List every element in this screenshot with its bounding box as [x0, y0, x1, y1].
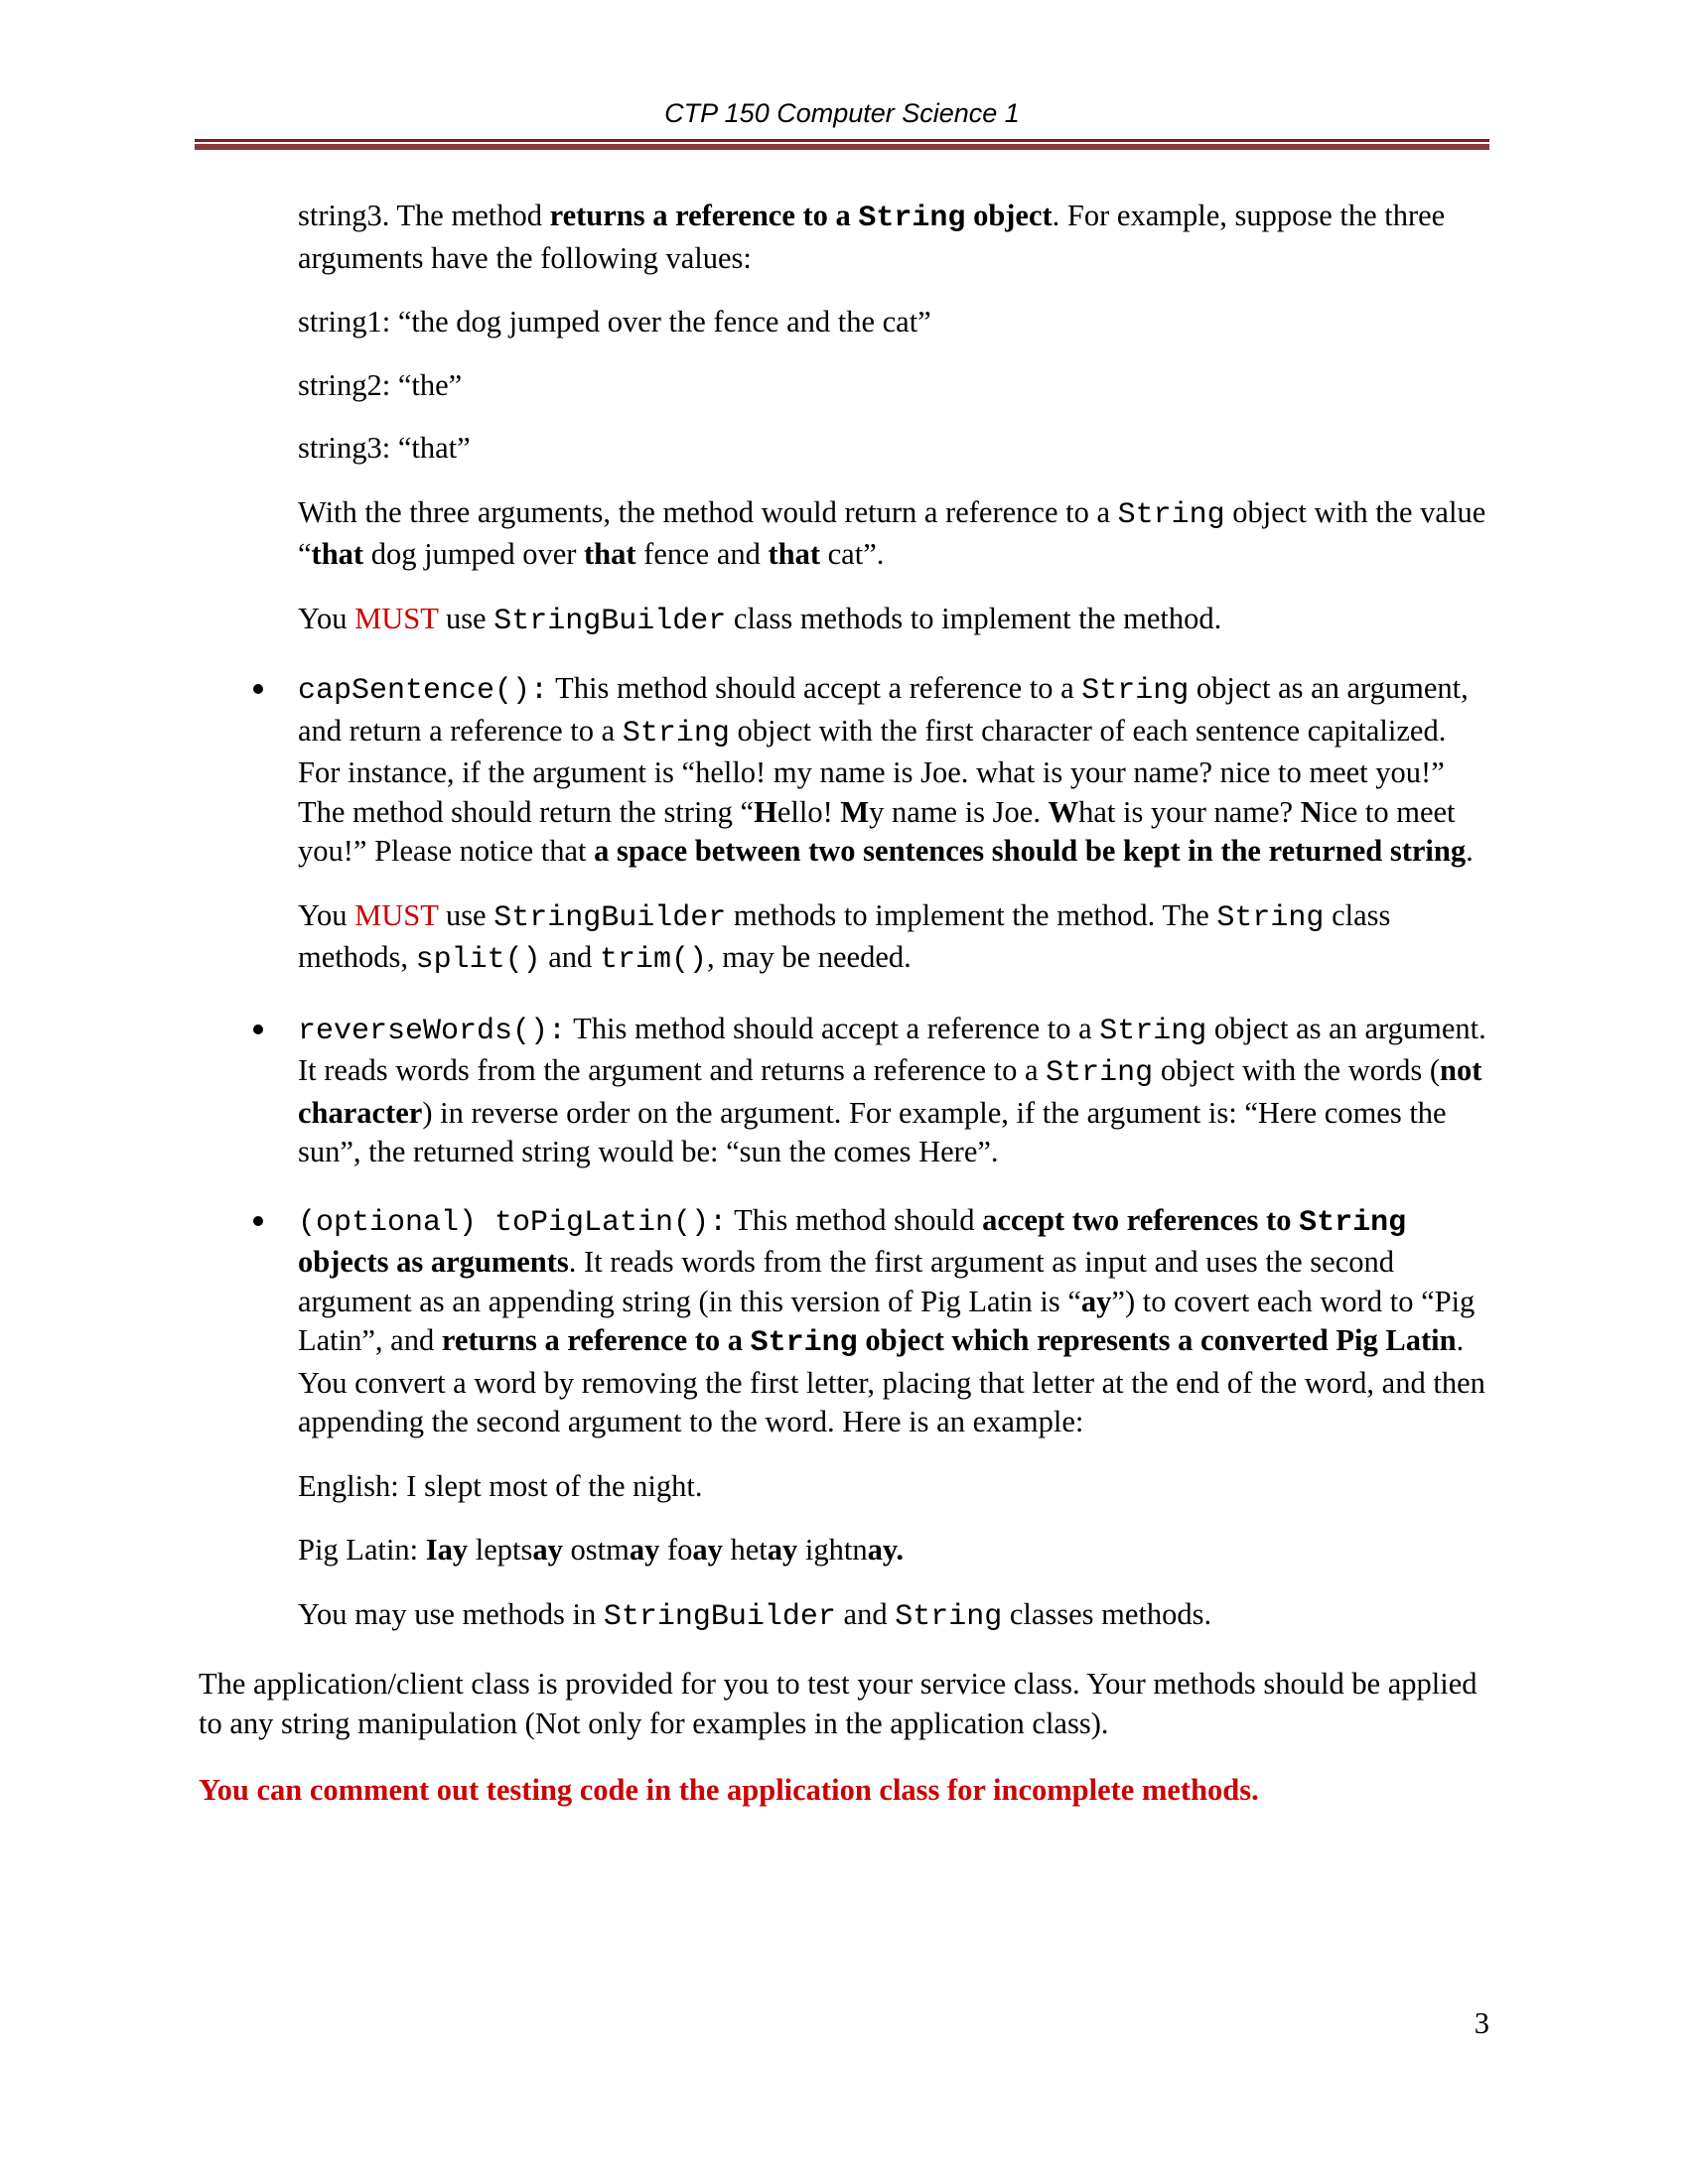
list-item-topiglatin [199, 1201, 1489, 1638]
must-use-note: You MUST use StringBuilder class methods to implement the method. [298, 601, 1222, 638]
example-string1: string1: “the dog jumped over the fence and the cat” [298, 305, 931, 339]
header-rule [195, 139, 1489, 150]
intro-paragraph: string3. The method returns a reference to a String object. For example, suppose the three arguments have the following values: [298, 199, 1446, 275]
warning-note: You can comment out testing code in the application class for incomplete methods. [199, 1773, 1259, 1807]
list-item-capsentence [199, 669, 1489, 981]
page-number: 3 [1474, 2006, 1489, 2040]
example-string3: string3: “that” [298, 431, 471, 465]
example-result-paragraph: With the three arguments, the method would return a reference to a String object with the value “that dog jumped over that fence and that cat”. [298, 494, 1486, 571]
topiglatin-note: You may use methods in StringBuilder and String classes methods. [298, 1596, 1212, 1634]
capsentence-note: You MUST use StringBuilder methods to implement the method. The String class methods, split() and trim(), may be needed. [298, 897, 1391, 977]
example-string2: string2: “the” [298, 367, 463, 402]
topiglatin-description: (optional) toPigLatin(): This method should accept two references to String objects as arguments. It reads words from the first argument as input and uses the second argument as an appending string (in this version of Pig Latin is “ay”) to covert each word to “Pig Latin”, and returns a reference to a String object which represents a converted Pig Latin. You convert a word by removing the first letter, placing that letter at the end of the word, and then appending the second argument to the word. Here is an example: [298, 1201, 1489, 1442]
english-example: English: I slept most of the night. [298, 1468, 703, 1503]
reversewords-description: reverseWords(): This method should accept a reference to a String object as an argument. It reads words from the argument and returns a reference to a String object with the words (not character) in reverse order on the argument. For example, if the argument is: “Here comes the sun”, the returned string would be: “sun the comes Here”. [298, 1010, 1489, 1172]
capsentence-description: capSentence(): This method should accept a reference to a String object as an argument, and return a reference to a String object with the first character of each sentence capitalized. For instance, if the argument is “hello! my name is Joe. what is your name? nice to meet you!” The method should return the string “Hello! My name is Joe. What is your name? Nice to meet you!” Please notice that a space between two sentences should be kept in the returned string. [298, 669, 1489, 872]
page-header-title: CTP 150 Computer Science 1 [664, 98, 1020, 128]
pig-latin-example: Pig Latin: Iay leptsay ostmay foay hetay ightnay. [298, 1533, 905, 1567]
closing-paragraph: The application/client class is provided for you to test your service class. Your methods should be applied to any string manipulation (Not only for examples in the application class). [199, 1667, 1477, 1740]
list-item-reversewords [199, 1010, 1489, 1172]
method-list [199, 669, 1489, 1637]
page-content [199, 197, 1489, 1811]
